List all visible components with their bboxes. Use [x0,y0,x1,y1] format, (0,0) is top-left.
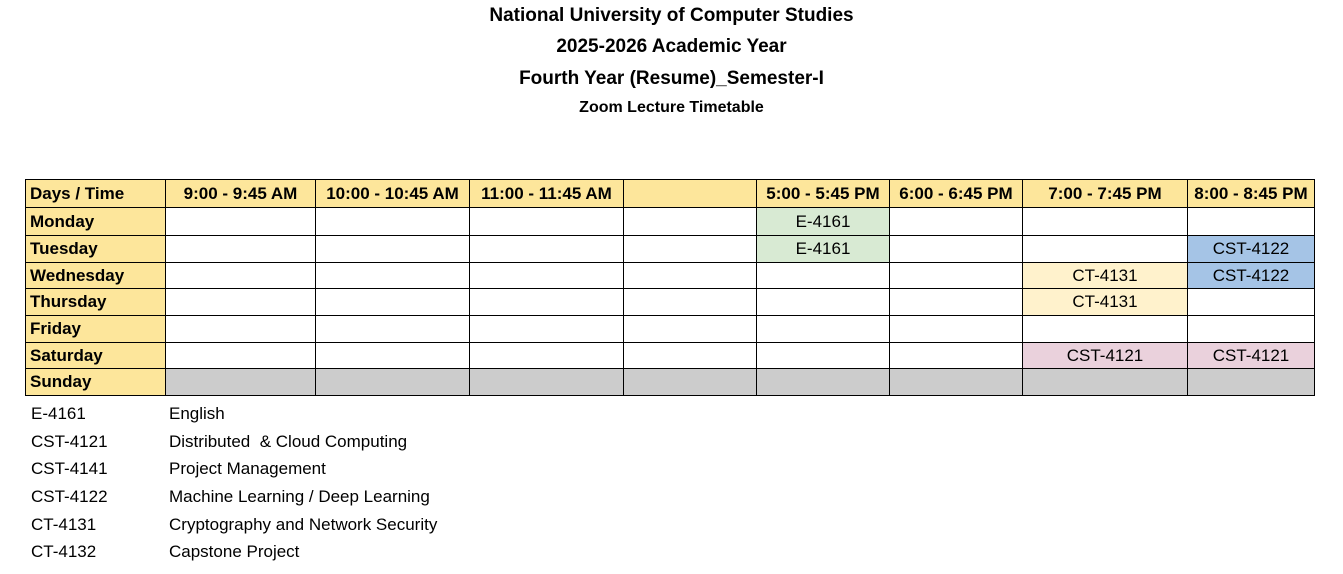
university-title: National University of Computer Studies [489,5,854,26]
timetable-cell [166,316,316,343]
timetable-row [26,208,1315,236]
semester-title: Fourth Year (Resume)_Semester-I [519,68,824,89]
academic-year-title: 2025-2026 Academic Year [556,36,787,57]
legend-item [31,485,437,513]
time-header: 9:00 - 9:45 AM [166,180,316,208]
timetable-cell [890,316,1023,343]
day-label: Monday [26,208,166,236]
timetable-cell [470,289,624,316]
timetable-cell [470,369,624,396]
timetable-cell [624,262,757,289]
timetable-cell: E-4161 [757,236,890,263]
timetable-cell: CST-4121 [1188,342,1315,369]
timetable-cell [890,289,1023,316]
timetable-cell [757,342,890,369]
day-label: Wednesday [26,262,166,289]
timetable-cell [624,289,757,316]
timetable-row [26,316,1315,343]
timetable-cell [624,236,757,263]
timetable-cell [624,342,757,369]
timetable-cell: CT-4131 [1023,262,1188,289]
timetable-cell [166,342,316,369]
timetable-cell [757,369,890,396]
timetable-cell [890,236,1023,263]
timetable-cell [316,369,470,396]
timetable-cell [757,262,890,289]
timetable-cell [316,236,470,263]
timetable-header-row [26,180,1315,208]
legend-item [31,430,437,458]
time-header: 6:00 - 6:45 PM [890,180,1023,208]
legend-name: English [169,404,225,423]
timetable-row [26,236,1315,263]
course-legend [31,402,437,568]
timetable-cell: CT-4131 [1023,289,1188,316]
time-header: 5:00 - 5:45 PM [757,180,890,208]
legend-code: CST-4122 [31,487,108,507]
timetable-row [26,342,1315,369]
timetable-cell [890,262,1023,289]
timetable-cell [1188,208,1315,236]
timetable-cell: CST-4121 [1023,342,1188,369]
legend-item [31,457,437,485]
timetable-cell [316,342,470,369]
timetable-row [26,289,1315,316]
timetable-cell [624,316,757,343]
timetable-cell [624,208,757,236]
timetable-cell [470,262,624,289]
timetable-cell [624,369,757,396]
time-header [624,180,757,208]
timetable-cell [166,289,316,316]
timetable-cell [166,262,316,289]
legend-code: CST-4121 [31,431,108,451]
timetable-cell [316,262,470,289]
legend-name: Machine Learning / Deep Learning [169,487,430,507]
timetable-cell [316,208,470,236]
timetable-cell [470,208,624,236]
day-label: Tuesday [26,236,166,263]
timetable-cell [1188,369,1315,396]
day-label: Friday [26,316,166,343]
legend-name: Project Management [169,459,326,479]
legend-item [31,513,437,541]
legend-name: Cryptography and Network Security [169,514,438,534]
time-header: 10:00 - 10:45 AM [316,180,470,208]
timetable-cell [890,342,1023,369]
timetable-cell [757,289,890,316]
legend-code: E-4161 [31,404,86,423]
timetable-cell [1188,289,1315,316]
time-header: 8:00 - 8:45 PM [1188,180,1315,208]
timetable-cell [1188,316,1315,343]
legend-code: CST-4141 [31,459,108,479]
legend-name: Capstone Project [169,542,300,562]
legend-item [31,402,437,430]
timetable-cell [316,289,470,316]
time-header: 7:00 - 7:45 PM [1023,180,1188,208]
timetable-cell [890,208,1023,236]
timetable-cell [166,236,316,263]
timetable-cell [166,369,316,396]
timetable-cell: CST-4122 [1188,236,1315,263]
timetable-cell [166,208,316,236]
timetable-cell [1023,236,1188,263]
timetable-cell [1023,208,1188,236]
timetable-subtitle: Zoom Lecture Timetable [579,99,764,116]
legend-name: Distributed & Cloud Computing [169,431,408,451]
timetable-row [26,369,1315,396]
timetable-cell [470,316,624,343]
timetable-row [26,262,1315,289]
timetable-cell: E-4161 [757,208,890,236]
legend-item [31,540,437,568]
corner-header: Days / Time [26,180,166,208]
timetable-cell [1023,369,1188,396]
day-label: Thursday [26,289,166,316]
timetable-cell [470,342,624,369]
timetable-cell [316,316,470,343]
timetable-cell [757,316,890,343]
legend-code: CT-4132 [31,542,97,562]
timetable-cell [890,369,1023,396]
day-label: Saturday [26,342,166,369]
legend-code: CT-4131 [31,514,97,534]
timetable-cell [470,236,624,263]
day-label: Sunday [26,369,166,396]
timetable [25,179,1315,396]
time-header: 11:00 - 11:45 AM [470,180,624,208]
timetable-cell [1023,316,1188,343]
timetable-cell: CST-4122 [1188,262,1315,289]
